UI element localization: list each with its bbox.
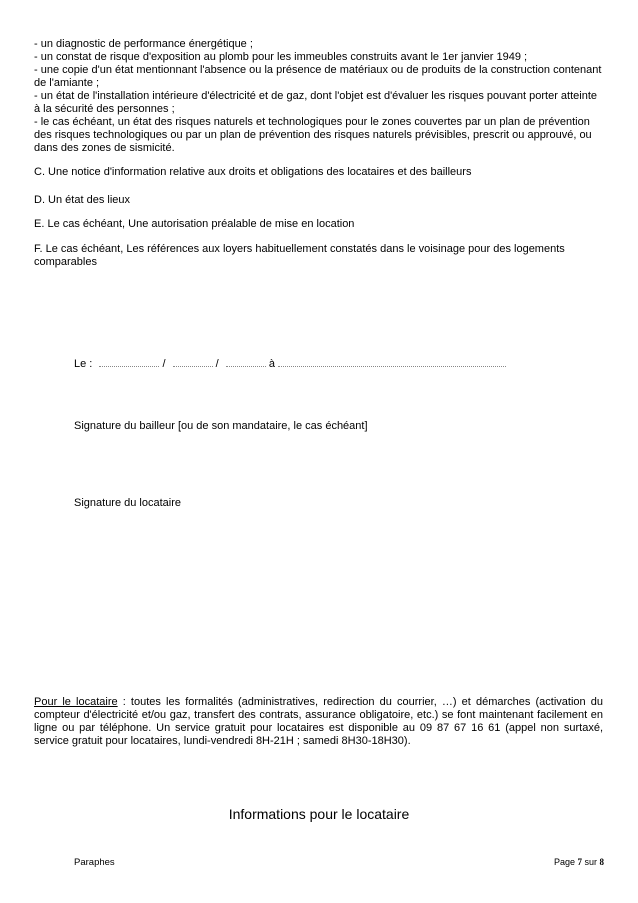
page-number <box>554 856 604 869</box>
page-of: sur <box>581 857 600 867</box>
list-item: - un état de l'installation intérieure d'électricité et de gaz, dont l'objet est d'évaluer les risques pouvant porter atteinte à la sécurité des personnes ; <box>34 90 598 115</box>
date-line <box>74 356 506 371</box>
signature-locataire: Signature du locataire <box>74 497 182 509</box>
info-title: Informations pour le locataire <box>228 806 410 822</box>
notice-lead: Pour le locataire <box>34 696 118 708</box>
date-separator: / <box>162 358 166 370</box>
list-item: - une copie d'un état mentionnant l'absence ou la présence de matériaux ou de produits de la construction contenant de l'amiante ; <box>34 64 602 89</box>
section-e: E. Le cas échéant, Une autorisation préalable de mise en location <box>34 218 355 230</box>
page-current: 7 <box>577 857 582 867</box>
place-field[interactable] <box>278 356 506 367</box>
list-item: - un diagnostic de performance énergétique ; <box>34 38 253 50</box>
date-label: Le : <box>74 358 93 370</box>
notice-text: : toutes les formalités (administratives, redirection du courrier, …) et démarches (activation du compteur d'électricité et/ou gaz, transfert des contrats, assurance obligatoire, etc.) se font maintenant facilement en ligne ou par téléphone. Un service gratuit pour locataires est disponible au 09 87 67 16 61 (appel non surtaxé, service gratuit pour locataires, lundi-vendredi 8H-21H ; samedi 8H30-18H30). <box>34 696 603 747</box>
list-item: - le cas échéant, un état des risques naturels et technologiques pour le zones couvertes par un plan de prévention des risques technologiques ou par un plan de prévention des risques naturels prévisibles, prescrit ou approuvé, ou dans des zones de sismicité. <box>34 116 592 154</box>
page-label: Page <box>553 857 578 867</box>
tenant-notice <box>34 696 603 748</box>
diagnostics-list <box>34 38 604 155</box>
year-field[interactable] <box>226 356 266 367</box>
month-field[interactable] <box>173 356 213 367</box>
signature-bailleur: Signature du bailleur [ou de son mandataire, le cas échéant] <box>74 420 368 432</box>
day-field[interactable] <box>99 356 159 367</box>
section-d: D. Un état des lieux <box>34 194 130 206</box>
date-separator: / <box>215 358 219 370</box>
section-f: F. Le cas échéant, Les références aux loyers habituellement constatés dans le voisinage pour des logements comparables <box>34 243 565 268</box>
page-total: 8 <box>599 857 604 867</box>
place-label: à <box>268 358 275 370</box>
paraphes-label: Paraphes <box>74 857 115 868</box>
section-c: C. Une notice d'information relative aux droits et obligations des locataires et des bailleurs <box>34 166 472 178</box>
list-item: - un constat de risque d'exposition au plomb pour les immeubles construits avant le 1er janvier 1949 ; <box>34 51 528 63</box>
